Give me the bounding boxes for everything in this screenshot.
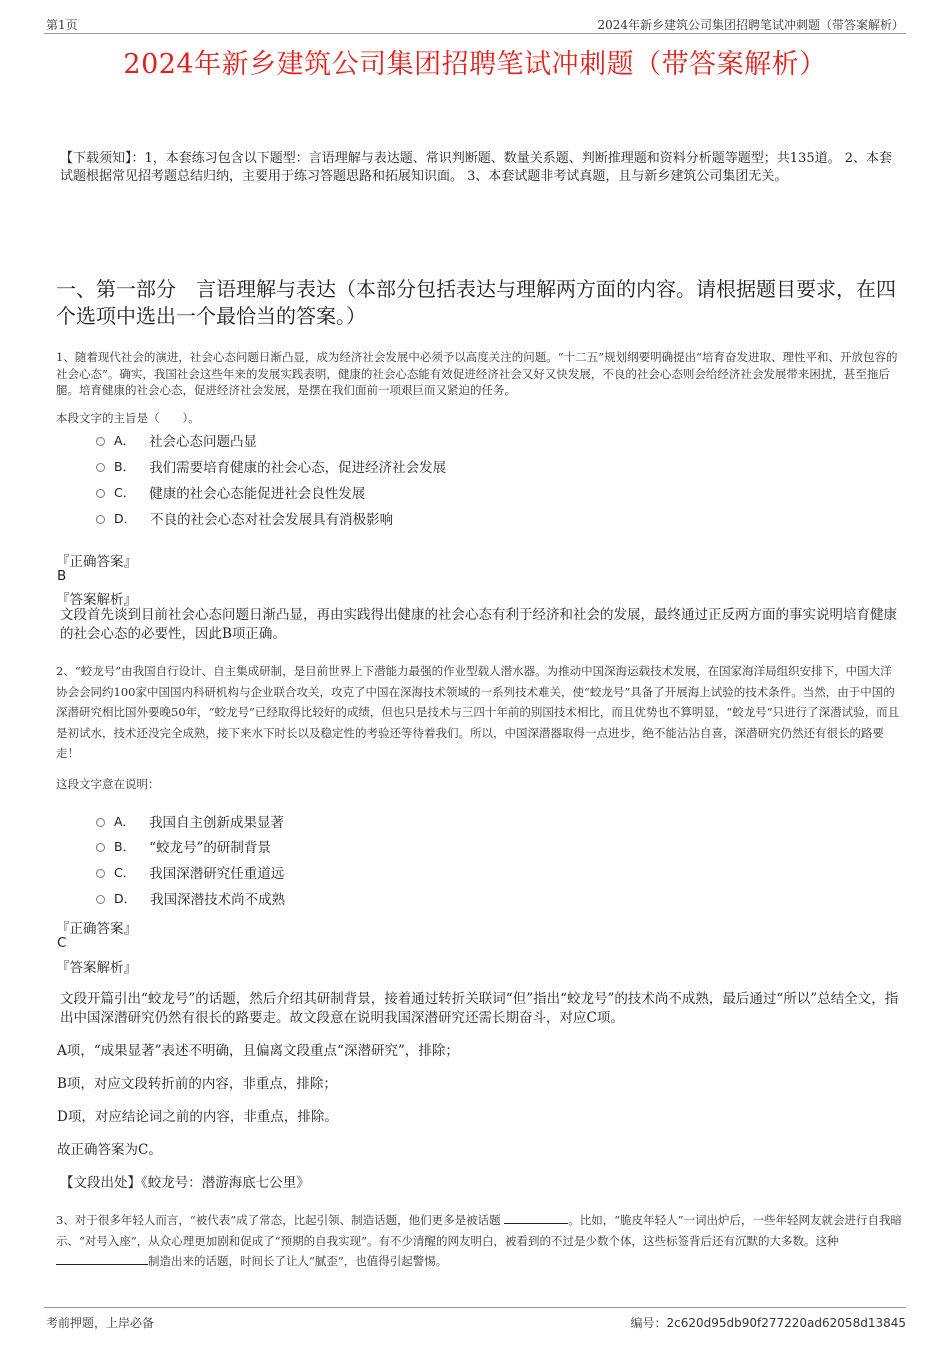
download-notice: 【下载须知】：1，本套练习包含以下题型：言语理解与表达题、常识判断题、数量关系题、判断推理题和资料分析题等题型；共135道。 2、本套试题根据常见招考题总结归纳，主要用于练习答题思路和拓展知识面。 3、本套试题非考试真题，且与新乡建筑公司集团无关。 <box>60 151 892 184</box>
q1-option-d[interactable]: D． 不良的社会心态对社会发展具有消极影响 <box>96 508 393 528</box>
q2-note-d: D项，对应结论词之前的内容，非重点，排除。 <box>57 1109 338 1125</box>
radio-icon[interactable] <box>96 489 105 498</box>
radio-icon[interactable] <box>96 843 105 852</box>
q2-answer-label: 『正确答案』 <box>56 921 137 937</box>
radio-icon[interactable] <box>96 818 105 827</box>
radio-icon[interactable] <box>96 437 105 446</box>
q1-analysis: 文段首先谈到目前社会心态问题日渐凸显，再由实践得出健康的社会心态有利于经济和社会的发展，最终通过正反两方面的事实说明培育健康的社会心态的必要性，因此B项正确。 <box>60 607 897 642</box>
header-divider <box>44 33 906 34</box>
running-header-title: 2024年新乡建筑公司集团招聘笔试冲刺题（带答案解析） <box>597 18 904 32</box>
question-1-text: 1、随着现代社会的演进，社会心态问题日渐凸显，成为经济社会发展中必须予以高度关注的问题。“十二五”规划纲要明确提出“培育奋发进取、理性平和、开放包容的社会心态”。确实，我国社会这些年来的发展实践表明，健康的社会心态能有效促进经济社会又好又快发展，不良的社会心态则会给经济社会发展带来困扰，甚至拖后腿。培育健康的社会心态，促进经济社会发展，是摆在我们面前一项艰巨而又紧迫的任务。 <box>56 350 898 397</box>
q1-option-a[interactable]: A． 社会心态问题凸显 <box>96 430 257 450</box>
question-2-text: 2、“蛟龙号”由我国自行设计、自主集成研制，是目前世界上下潜能力最强的作业型载人潜水器。为推动中国深海运载技术发展，在国家海洋局组织安排下，中国大洋协会会同约100家中国国内科研机构与企业联合攻关，攻克了中国在深海技术领域的一系列技术难关，使“蛟龙号”具备了开展海上试验的技术条件。当然，由于中国的深潜研究相比国外要晚50年，“蛟龙号”已经取得比较好的成绩，但也只是技术与三四十年前的别国技术相比，而且优势也不算明显，“蛟龙号”只进行了深潜试验，而且是初试水，技术还没完全成熟，接下来水下时长以及稳定性的考验还等待着我们。所以，中国深潜器取得一点进步，绝不能沾沾自喜，深潜研究仍然还有很长的路要走！ <box>56 664 900 760</box>
footer-code: 编号：2c620d95db90f277220ad62058d13845 <box>630 1316 906 1330</box>
section-heading: 一、第一部分 言语理解与表达（本部分包括表达与理解两方面的内容。请根据题目要求，在四个选项中选出一个最恰当的答案。） <box>56 277 896 328</box>
page-number: 第1页 <box>46 18 78 32</box>
q2-option-c[interactable]: C． 我国深潜研究任重道远 <box>96 862 284 882</box>
q2-option-b[interactable]: B． “蛟龙号”的研制背景 <box>96 836 271 856</box>
q2-note-a: A项，“成果显著”表述不明确，且偏离文段重点“深潜研究”，排除； <box>57 1043 459 1059</box>
q2-note-b: B项，对应文段转折前的内容，非重点，排除； <box>57 1076 337 1092</box>
radio-icon[interactable] <box>96 463 105 472</box>
q2-analysis-label: 『答案解析』 <box>56 960 137 976</box>
radio-icon[interactable] <box>96 895 105 904</box>
q2-analysis: 文段开篇引出“蛟龙号”的话题，然后介绍其研制背景，接着通过转折关联词“但”指出“蛟龙号”的技术尚不成熟，最后通过“所以”总结全文，指出中国深潜研究仍然有很长的路要走。故文段意在说明我国深潜研究还需长期奋斗，对应C项。 <box>60 991 899 1026</box>
fill-blank-2[interactable] <box>56 1252 148 1265</box>
q2-source: 【文段出处】《蛟龙号：潜游海底七公里》 <box>60 1175 310 1191</box>
q2-answer: C <box>57 935 67 951</box>
question-1-stem: 本段文字的主旨是（ ）。 <box>56 411 200 425</box>
question-3-text: 3、对于很多年轻人而言，“被代表”成了常态，比起引领、制造话题，他们更多是被话题 。比如，“脆皮年轻人”一词出炉后，一些年轻网友就会进行自我暗示、“对号入座”，从众心理更加剧和促成了“预期的自我实现”。有不少清醒的网友明白，被看到的不过是少数个体，这些标签背后还有沉默的大多数。这种 制造出来的话题，时间长了让人“腻歪”，也值得引起警惕。 <box>56 1213 902 1268</box>
q2-option-d[interactable]: D． 我国深潜技术尚不成熟 <box>96 888 285 908</box>
q2-option-a[interactable]: A． 我国自主创新成果显著 <box>96 811 284 831</box>
q1-answer: B <box>57 568 67 584</box>
radio-icon[interactable] <box>96 869 105 878</box>
q1-option-b[interactable]: B． 我们需要培育健康的社会心态，促进经济社会发展 <box>96 456 446 476</box>
footer-divider <box>44 1307 906 1308</box>
document-title: 2024年新乡建筑公司集团招聘笔试冲刺题（带答案解析） <box>123 49 827 80</box>
q1-answer-label: 『正确答案』 <box>56 554 137 570</box>
fill-blank-1[interactable] <box>504 1211 568 1224</box>
q1-option-c[interactable]: C． 健康的社会心态能促进社会良性发展 <box>96 482 365 502</box>
footer-slogan: 考前押题，上岸必备 <box>46 1316 155 1330</box>
q2-conclusion: 故正确答案为C。 <box>57 1142 162 1158</box>
q1-analysis-label: 『答案解析』 <box>56 592 137 608</box>
question-2-stem: 这段文字意在说明： <box>56 777 160 791</box>
radio-icon[interactable] <box>96 515 105 524</box>
